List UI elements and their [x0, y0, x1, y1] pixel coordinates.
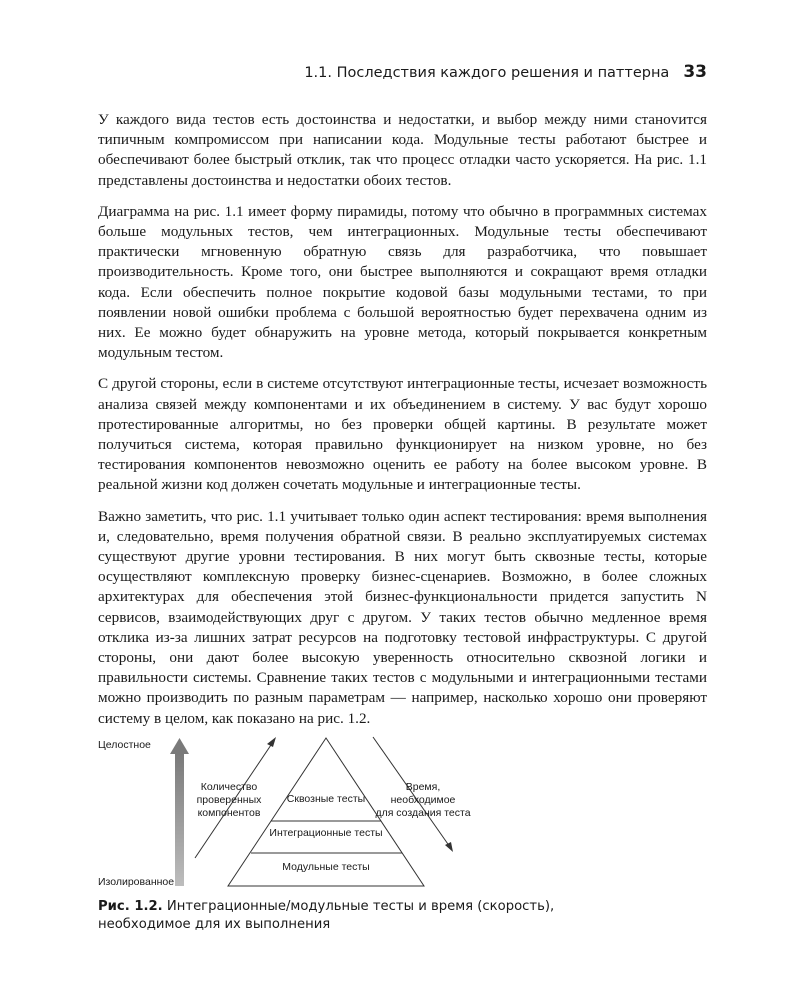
figure-caption — [98, 898, 618, 934]
right-note-line-3: для создания теста — [375, 807, 471, 819]
paragraph: С другой стороны, если в системе отсутствуют интеграционные тесты, исчезает возможность анализа связей между компонентами и их объединением в систему. У вас будут хорошо протестированные алгоритмы, но без проверки общей картины. В результате может получиться система, которая правильно функционирует на низком уровне, но без тестирования компонентов невозможно оценить ее работу на более высоком уровне. В реальной жизни код должен сочетать модульные и интеграционные тесты. — [98, 375, 707, 494]
pyramid-layer-integration: Интеграционные тесты — [269, 827, 383, 839]
pyramid-layer-unit: Модульные тесты — [282, 861, 370, 873]
vertical-axis-arrow — [170, 738, 189, 886]
caption-label: Рис. 1.2. — [98, 899, 163, 914]
paragraph: У каждого вида тестов есть достоинства и недостатки, и выбор между ними станоvится типичным компромиссом при написании кода. Модульные тесты работают быстрее и обеспечивают более быстрый отклик, так что процесс отладки часто ускоряется. На рис. 1.1 представлены достоинства и недостатки обоих тестов. — [98, 111, 707, 189]
caption-text: Интеграционные/модульные тесты и время (скорость), необходимое для их выполнения — [98, 899, 555, 932]
paragraph: Диаграмма на рис. 1.1 имеет форму пирамиды, потому что обычно в программных системах больше модульных тестов, чем интеграционных. Модульные тесты обеспечивают практически мгновенную обратную связь для разработчика, что повышает производительность. Кроме того, они быстрее выполняются и сокращают время отладки кода. Если обеспечить полное покрытие кодовой базы модульными тестами, то при появлении новой ошибки проблема с большой вероятностью будет перехвачена одним из них. Ее можно будет обнаружить на уровне метода, который покрывается конкретным модульным тестом. — [98, 202, 707, 362]
running-header — [0, 62, 707, 82]
running-title: 1.1. Последствия каждого решения и паттерна — [304, 65, 670, 81]
axis-bottom-label: Изолированное — [98, 876, 175, 888]
left-note-line-3: компонентов — [197, 807, 261, 819]
left-note-line-2: проверенных — [196, 794, 262, 806]
right-note-line-2: необходимое — [390, 794, 456, 806]
body-text — [98, 110, 707, 740]
paragraph: Важно заметить, что рис. 1.1 учитывает только один аспект тестирования: время выполнения и, следовательно, время получения обратной связи. В реально эксплуатируемых системах существуют другие уровни тестирования. В них могут быть сквозные тесты, которые осуществляют комплексную проверку бизнес-сценариев. Возможно, в более сложных архитектурах для обеспечения этой бизнес-функциональности придется запустить N сервисов, взаимодействующих друг с другом. У таких тестов обычно медленное время отклика из-за лишних затрат ресурсов на подготовку тестовой инфраструктуры. С другой стороны, они дают более высокую уверенность относительно сквозной логики и правильности системы. Сравнение таких тестов с модульными и интеграционными тестами можно производить по разным параметрам — например, насколько хорошо они проверяют систему в целом, как показано на рис. 1.2. — [98, 507, 707, 727]
figure-test-pyramid — [98, 732, 578, 892]
page-number: 33 — [683, 62, 707, 82]
pyramid-layer-e2e: Сквозные тесты — [286, 793, 366, 805]
axis-top-label: Целостное — [98, 739, 151, 751]
left-note-line-1: Количество — [200, 781, 258, 793]
right-note-line-1: Время, — [405, 781, 441, 793]
